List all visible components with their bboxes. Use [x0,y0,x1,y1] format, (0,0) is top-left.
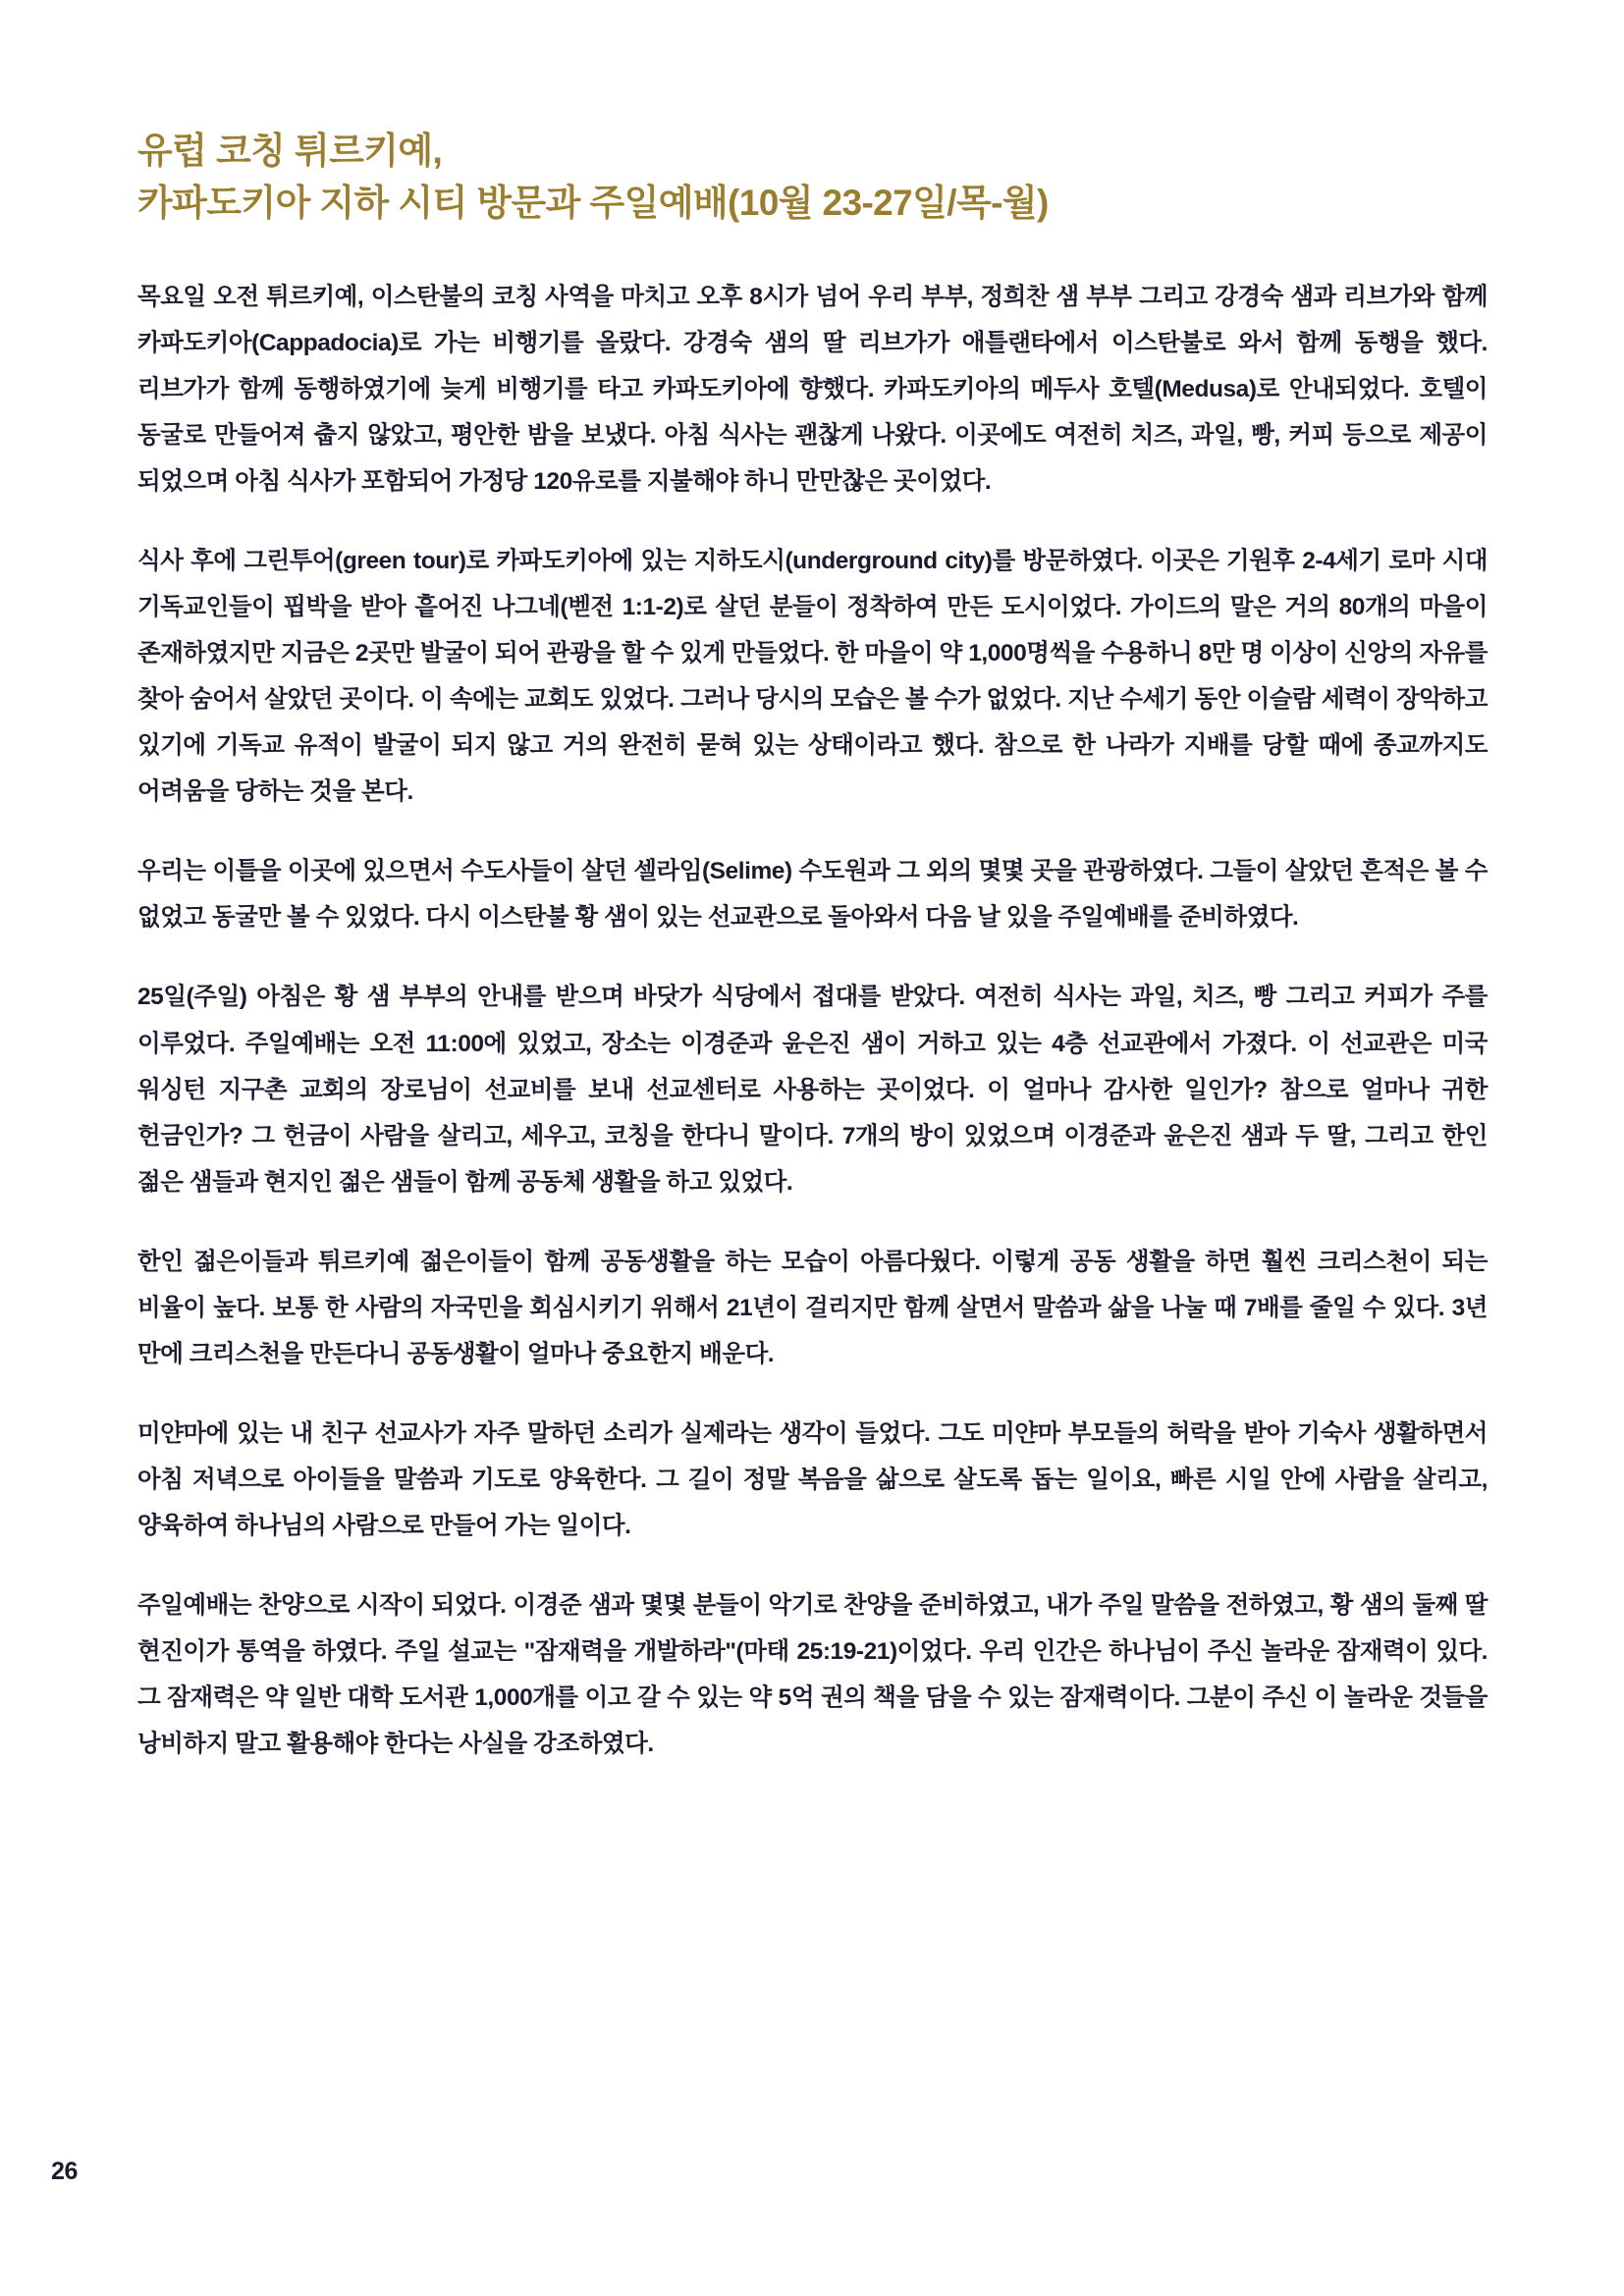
body-paragraph: 25일(주일) 아침은 황 샘 부부의 안내를 받으며 바닷가 식당에서 접대를 받았다. 여전히 식사는 과일, 치즈, 빵 그리고 커피가 주를 이루었다. 주일예배는 오전 11:00에 있었고, 장소는 이경준과 윤은진 샘이 거하고 있는 4층 선교관에서 가졌다. 이 선교관은 미국 워싱턴 지구촌 교회의 장로님이 선교비를 보내 선교센터로 사용하는 곳이었다. 이 얼마나 감사한 일인가? 참으로 얼마나 귀한 헌금인가? 그 헌금이 사람을 살리고, 세우고, 코칭을 한다니 말이다. 7개의 방이 있었으며 이경준과 윤은진 샘과 두 딸, 그리고 한인 젊은 샘들과 현지인 젊은 샘들이 함께 공동체 생활을 하고 있었다. [137,984,1488,1196]
page-number: 26 [51,2158,79,2185]
page-title-line-2: 카파도키아 지하 시티 방문과 주일예배(10월 23-27일/목-월) [137,182,1049,223]
body-paragraph: 목요일 오전 튀르키예, 이스탄불의 코칭 사역을 마치고 오후 8시가 넘어 우리 부부, 정희찬 샘 부부 그리고 강경숙 샘과 리브가와 함께 카파도키아(Cappadocia)로 가는 비행기를 올랐다. 강경숙 샘의 딸 리브가가 애틀랜타에서 이스탄불로 와서 함께 동행을 했다. 리브가가 함께 동행하였기에 늦게 비행기를 타고 카파도키아에 향했다. 카파도키아의 메두사 호텔(Medusa)로 안내되었다. 호텔이 동굴로 만들어져 춥지 않았고, 평안한 밤을 보냈다. 아침 식사는 괜찮게 나왔다. 이곳에도 여전히 치즈, 과일, 빵, 커피 등으로 제공이 되었으며 아침 식사가 포함되어 가정당 120유로를 지불해야 하니 만만찮은 곳이었다. [137,284,1488,496]
page-content [137,126,1488,1767]
body-paragraph: 식사 후에 그린투어(green tour)로 카파도키아에 있는 지하도시(underground city)를 방문하였다. 이곳은 기원후 2-4세기 로마 시대 기독교인들이 핍박을 받아 흩어진 나그네(벧전 1:1-2)로 살던 분들이 정착하여 만든 도시이었다. 가이드의 말은 거의 80개의 마을이 존재하였지만 지금은 2곳만 발굴이 되어 관광을 할 수 있게 만들었다. 한 마을이 약 1,000명씩을 수용하니 8만 명 이상이 신앙의 자유를 찾아 숨어서 살았던 곳이다. 이 속에는 교회도 있었다. 그러나 당시의 모습은 볼 수가 없었다. 지난 수세기 동안 이슬람 세력이 장악하고 있기에 기독교 유적이 발굴이 되지 않고 거의 완전히 묻혀 있는 상태이라고 했다. 참으로 한 나라가 지배를 당할 때에 종교까지도 어려움을 당하는 것을 본다. [137,548,1488,806]
body-paragraph: 주일예배는 찬양으로 시작이 되었다. 이경준 샘과 몇몇 분들이 악기로 찬양을 준비하였고, 내가 주일 말씀을 전하였고, 황 샘의 둘째 딸 현진이가 통역을 하였다. 주일 설교는 "잠재력을 개발하라"(마태 25:19-21)이었다. 우리 인간은 하나님이 주신 놀라운 잠재력이 있다. 그 잠재력은 약 일반 대학 도서관 1,000개를 이고 갈 수 있는 약 5억 권의 책을 담을 수 있는 잠재력이다. 그분이 주신 이 놀라운 것들을 낭비하지 말고 활용해야 한다는 사실을 강조하였다. [137,1591,1488,1757]
body-paragraph: 미얀마에 있는 내 친구 선교사가 자주 말하던 소리가 실제라는 생각이 들었다. 그도 미얀마 부모들의 허락을 받아 기숙사 생활하면서 아침 저녁으로 아이들을 말씀과 기도로 양육한다. 그 길이 정말 복음을 삶으로 살도록 돕는 일이요, 빠른 시일 안에 사람을 살리고, 양육하여 하나님의 사람으로 만들어 가는 일이다. [137,1419,1488,1539]
page-title-line-1: 유럽 코칭 튀르키예, [137,131,443,171]
page-title [137,126,1488,229]
body-paragraph: 우리는 이틀을 이곳에 있으면서 수도사들이 살던 셀라임(Selime) 수도원과 그 외의 몇몇 곳을 관광하였다. 그들이 살았던 흔적은 볼 수 없었고 동굴만 볼 수 있었다. 다시 이스탄불 황 샘이 있는 선교관으로 돌아와서 다음 날 있을 주일예배를 준비하였다. [137,858,1488,932]
body-paragraph: 한인 젊은이들과 튀르키예 젊은이들이 함께 공동생활을 하는 모습이 아름다웠다. 이렇게 공동 생활을 하면 훨씬 크리스천이 되는 비율이 높다. 보통 한 사람의 자국민을 회심시키기 위해서 21년이 걸리지만 함께 살면서 말씀과 삶을 나눌 때 7배를 줄일 수 있다. 3년 만에 크리스천을 만든다니 공동생활이 얼마나 중요한지 배운다. [137,1248,1488,1367]
